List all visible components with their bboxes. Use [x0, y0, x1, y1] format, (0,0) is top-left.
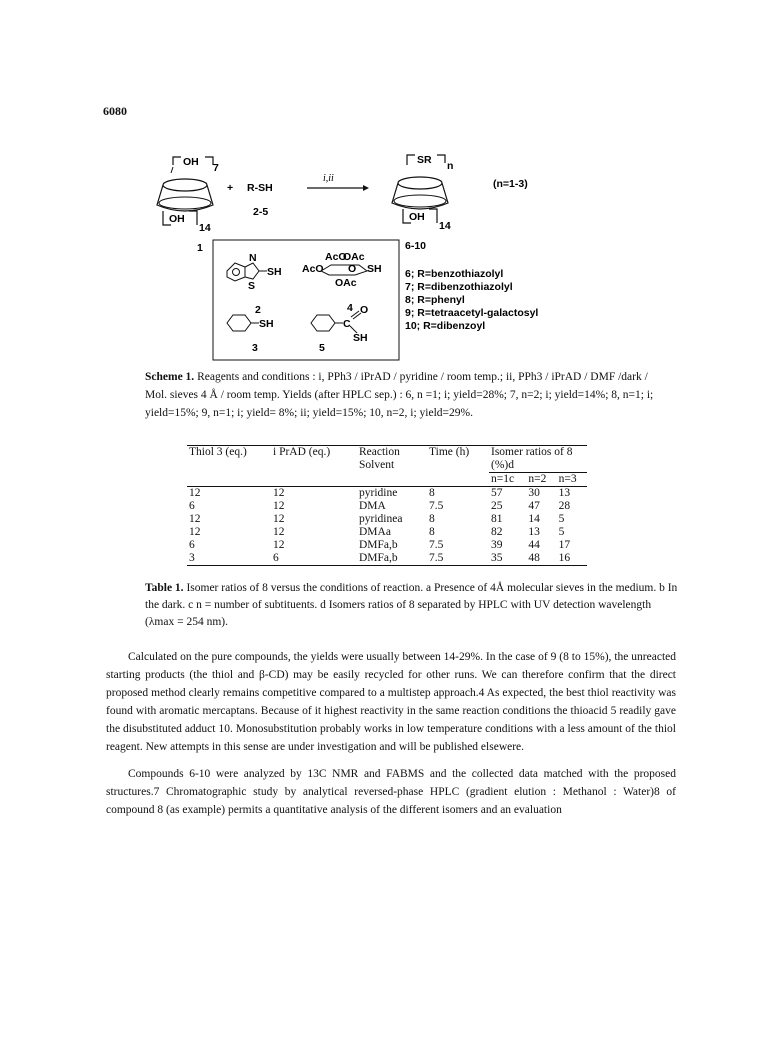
- table-cell: DMA: [359, 500, 386, 512]
- table-cell: pyridine: [359, 487, 398, 499]
- scheme-caption-text: Reagents and conditions : i, PPh3 / iPrAD / pyridine / room temp.; ii, PPh3 / iPrAD / DMF /dark / Mol. sieves 4 Å / room temp. Yields (after HPLC sep.) : 6, n =1; i; yield=28%; 7, n=2; i; yield=14%; 8, n=1; i; yield=15%; 9, n=1; i; yield= 8%; ii; yield=15%; 10, n=2, i; yield=29%.: [145, 371, 654, 419]
- products-label: 6-10: [405, 240, 427, 252]
- table-cell: 7.5: [429, 539, 444, 551]
- header-time: Time (h): [429, 446, 470, 458]
- scheme-caption-label: Scheme 1.: [145, 371, 195, 383]
- conditions-label: i,ii: [323, 173, 334, 184]
- subheader-n2: n=2: [526, 473, 556, 487]
- reaction-scheme: [145, 145, 605, 365]
- svg-text:SH: SH: [267, 266, 282, 278]
- table-cell: 7.5: [429, 552, 444, 564]
- table-cell: 5: [558, 526, 565, 538]
- product-bottom-sub: 14: [439, 220, 451, 232]
- header-isomer-ratios: Isomer ratios of 8 (%)d: [491, 446, 573, 471]
- table-row: [187, 487, 587, 501]
- compound-2-structure: [227, 252, 282, 292]
- n-range: (n=1-3): [493, 178, 528, 190]
- r-group-6: 6; R=benzothiazolyl: [405, 268, 504, 280]
- r-group-8: 8; R=phenyl: [405, 294, 465, 306]
- table-cell: 13: [528, 526, 540, 538]
- table-cell: DMFa,b: [359, 552, 398, 564]
- paragraph: Calculated on the pure compounds, the yields were usually between 14-29%. In the case of 9 (8 to 15%), the unreacted starting products (the thiol and β-CD) may be easily recycled for other runs. We can therefore confirm that the direct proposed method clearly remains competitive compared to a multistep approach.4 As expected, the best thiol reactivity was found with aromatic mercaptans. Because of it highest reactivity in the same reaction conditions the thioacid 5 readily gave the disubstituted adduct 10. Monosubstitution probably works in low temperature conditions with a less amount of the thiol reagent. New attempts in this sense are under investigation and will be published elsewere.: [106, 651, 676, 753]
- table-caption: [145, 580, 680, 631]
- svg-text:SH: SH: [367, 263, 382, 275]
- table-row: [187, 539, 587, 552]
- table-cell: 12: [273, 487, 285, 499]
- table-row: [187, 513, 587, 526]
- table-cell: 30: [528, 487, 540, 499]
- table-cell: 6: [273, 552, 279, 564]
- svg-text:O: O: [348, 263, 357, 275]
- table-cell: 39: [491, 539, 503, 551]
- reactant-top-group: OH: [183, 156, 199, 168]
- compound-2-number: 2: [255, 304, 261, 316]
- r-group-10: 10; R=dibenzoyl: [405, 320, 486, 332]
- scheme-caption: [145, 368, 665, 422]
- svg-text:AcO: AcO: [325, 251, 347, 263]
- table-cell: DMFa,b: [359, 539, 398, 551]
- table-cell: 48: [528, 552, 540, 564]
- table-cell: 47: [528, 500, 540, 512]
- svg-text:AcO: AcO: [302, 263, 324, 275]
- reactant-bottom-group: OH: [169, 213, 185, 225]
- table-cell: 28: [558, 500, 571, 512]
- svg-text:OAc: OAc: [343, 251, 365, 263]
- table-cell: 12: [273, 500, 285, 512]
- table-cell: DMAa: [359, 526, 391, 538]
- table-cell: 8: [429, 513, 435, 525]
- table-cell: 8: [429, 526, 435, 538]
- table-cell: 14: [528, 513, 540, 525]
- r-group-7: 7; R=dibenzothiazolyl: [405, 281, 513, 293]
- r-group-9: 9; R=tetraacetyl-galactosyl: [405, 307, 539, 319]
- compound-3-number: 3: [252, 342, 258, 354]
- compound-5-number: 5: [319, 342, 325, 354]
- arrow-head: [363, 185, 369, 191]
- header-solvent: Reaction Solvent: [359, 446, 400, 471]
- table-row: [187, 552, 587, 566]
- product-bottom-group: OH: [409, 211, 425, 223]
- reactant-bottom-sub: 14: [199, 222, 211, 234]
- svg-text:S: S: [248, 280, 256, 292]
- compound-4-number: 4: [347, 302, 353, 314]
- table-cell: 12: [189, 513, 201, 525]
- table-cell: 12: [189, 526, 201, 538]
- table-cell: 82: [491, 526, 503, 538]
- table-cell: 13: [558, 487, 571, 499]
- table-cell: 16: [558, 552, 571, 564]
- table-cell: 8: [429, 487, 435, 499]
- table-row: [187, 500, 587, 513]
- table-cell: pyridinea: [359, 513, 403, 525]
- header-thiol: Thiol 3 (eq.): [189, 446, 247, 458]
- product-top-sub: n: [447, 160, 454, 172]
- table-cell: 7.5: [429, 500, 444, 512]
- svg-text:OAc: OAc: [335, 277, 357, 289]
- compound-4-structure: [302, 251, 382, 289]
- thiol-box: [213, 240, 399, 360]
- svg-text:C: C: [343, 318, 351, 330]
- table-cell: 17: [558, 539, 571, 551]
- svg-text:O: O: [360, 304, 369, 316]
- svg-text:N: N: [249, 252, 257, 264]
- page-number: 6080: [103, 104, 127, 118]
- table-cell: 12: [273, 539, 285, 551]
- body-text: [106, 648, 676, 828]
- isomer-table: [187, 445, 587, 566]
- table-cell: 6: [189, 500, 195, 512]
- table-cell: 12: [189, 487, 201, 499]
- svg-text:SH: SH: [259, 318, 274, 330]
- table-cell: 25: [491, 500, 503, 512]
- table-caption-text: Isomer ratios of 8 versus the conditions of reaction. a Presence of 4Å molecular sieves in the medium. b In the dark. c n = number of subtituents. d Isomers ratios of 8 separated by HPLC with UV detection wavelength (λmax = 254 nm).: [145, 582, 678, 628]
- subheader-n3: n=3: [557, 473, 587, 487]
- table-row: [187, 526, 587, 539]
- table-cell: 12: [273, 513, 285, 525]
- compound-1-label: 1: [197, 242, 203, 254]
- table-cell: 3: [189, 552, 195, 564]
- table-cell: 57: [491, 487, 503, 499]
- paragraph: Compounds 6-10 were analyzed by 13C NMR and FABMS and the collected data matched with the proposed structures.7 Chromatographic study by analytical reversed-phase HPLC (gradient elution : Methanol : Water)8 of compound 8 (as example) permits a quantitative analysis of the different isomers and an evaluation: [106, 768, 676, 816]
- table-cell: 81: [491, 513, 503, 525]
- reactant-top-sub: 7: [213, 162, 219, 174]
- product-top-group: SR: [417, 154, 432, 166]
- table-caption-label: Table 1.: [145, 582, 184, 594]
- product-cyclodextrin: [392, 154, 453, 232]
- table-cell: 12: [273, 526, 285, 538]
- reactant-cyclodextrin: [157, 156, 219, 234]
- header-iprad: i PrAD (eq.): [273, 446, 331, 458]
- table-cell: 6: [189, 539, 195, 551]
- table-cell: 5: [558, 513, 565, 525]
- table-cell: 35: [491, 552, 503, 564]
- thiol-numbers: 2-5: [253, 206, 269, 218]
- plus-sign: +: [227, 182, 234, 194]
- table-cell: 44: [528, 539, 540, 551]
- compound-3-structure: [227, 315, 274, 331]
- svg-text:SH: SH: [353, 332, 368, 344]
- thiol-label: R-SH: [247, 182, 273, 194]
- subheader-n1: n=1c: [489, 473, 526, 487]
- compound-5-structure: [311, 304, 368, 344]
